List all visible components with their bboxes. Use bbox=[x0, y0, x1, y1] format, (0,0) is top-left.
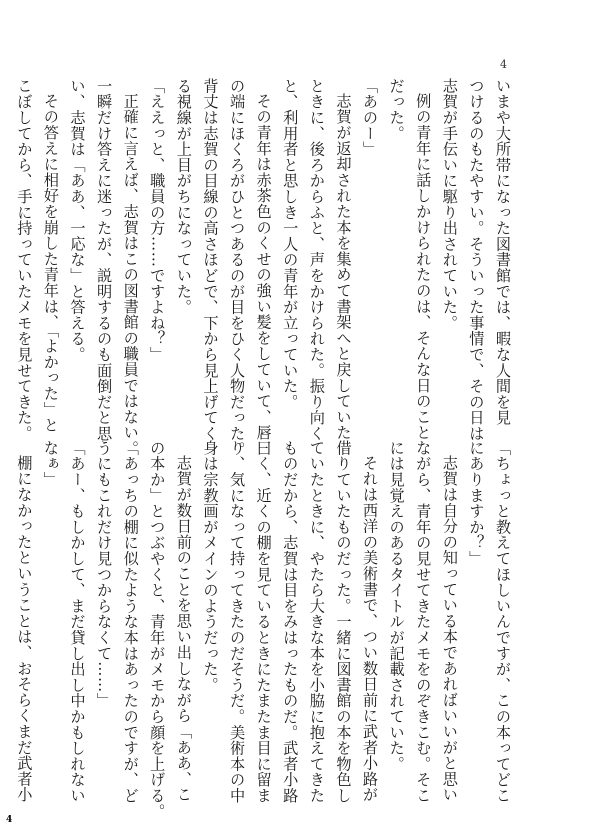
text-line: ものだから、志賀は目をみはったものだ。武者小路 bbox=[281, 440, 300, 804]
text-line: 正確に言えば、志賀はこの図書館の職員ではない。 bbox=[121, 93, 140, 457]
text-line: なぁ」 bbox=[41, 440, 60, 488]
text-line: その青年は赤茶色のくせの強い髪をしていて、唇 bbox=[254, 93, 273, 441]
text-line: 身は宗教画がメインのようだった。 bbox=[201, 440, 220, 693]
text-line: と、利用者と思しき一人の青年が立っていた。 bbox=[281, 78, 300, 410]
text-line: ときに、後ろからふと、声をかけられた。振り向く bbox=[307, 78, 326, 442]
text-line: その答えに相好を崩した青年は、「よかった」と bbox=[41, 93, 60, 434]
text-line: 「あー、もしかして、まだ貸し出し中かもしれない bbox=[68, 440, 87, 804]
text-line: の本か」とつぶやくと、青年がメモから顔を上げる。 bbox=[148, 440, 167, 820]
text-line: 「ちょっと教えてほしいんですが、この本ってどこ bbox=[494, 440, 512, 804]
text-line: り、気になって持ってきたのだそうだ。美術本の中 bbox=[228, 440, 247, 804]
text-line: 志賀が返却された本を集めて書架へと戻していた bbox=[334, 93, 353, 441]
text-line: る視線が上目がちになっていた。 bbox=[174, 78, 193, 315]
text-line: 棚になかったということは、おそらくまだ武者小 bbox=[15, 455, 34, 803]
text-line: 曰く、近くの棚を見ているときにたまたま目に留ま bbox=[254, 440, 273, 804]
text-line: の端にほくろがひとつあるのが目をひく人物だった。 bbox=[228, 78, 247, 458]
text-line: には見覚えのあるタイトルが記載されていた。 bbox=[387, 440, 406, 772]
text-line: ながら、青年の見せてきたメモをのぞきこむ。そこ bbox=[414, 440, 433, 804]
text-line: にありますか？」 bbox=[467, 440, 486, 567]
text-line: 志賀が手伝いに駆り出されていた。 bbox=[440, 78, 459, 331]
text-line: 例の青年に話しかけられたのは、そんな日のこと bbox=[414, 93, 433, 441]
text-line: ていたときに、やたら大きな本を小脇に抱えてきた bbox=[307, 440, 326, 804]
page-number-bottom: 4 bbox=[6, 815, 13, 825]
text-line: 借りていたものだった。一緒に図書館の本を物色し bbox=[334, 440, 353, 804]
text-line: こぼしてから、手に持っていたメモを見せてきた。 bbox=[15, 78, 34, 442]
text-line: だった。 bbox=[387, 78, 406, 142]
text-block-top bbox=[11, 78, 516, 458]
text-line: 一瞬だけ答えに迷ったが、説明するのも面倒だと思 bbox=[95, 78, 114, 442]
text-line: い、志賀は「ああ、一応な」と答える。 bbox=[68, 78, 87, 363]
text-line: 「あのー」 bbox=[361, 78, 380, 157]
text-line: 背丈は志賀の目線の高さほどで、下から見上げてく bbox=[201, 78, 220, 442]
text-line: つけるのもたやすい。そういった事情で、その日は bbox=[467, 78, 486, 442]
text-line: それは西洋の美術書で、つい数日前に武者小路が bbox=[361, 455, 380, 803]
text-line: 「あっちの棚に似たような本はあったのですが、ど bbox=[121, 440, 140, 804]
text-line: 志賀は自分の知っている本であればいいがと思い bbox=[440, 455, 459, 803]
text-line: 「ええっと、職員の方……ですよね？」 bbox=[148, 78, 167, 363]
page-number-top: 4 bbox=[500, 58, 507, 71]
text-block-bottom bbox=[11, 440, 516, 820]
text-line: 志賀が数日前のことを思い出しながら「ああ、こ bbox=[174, 455, 193, 803]
text-line: いまや大所帯になった図書館では、暇な人間を見 bbox=[494, 78, 512, 426]
text-line: うにもこれだけ見つからなくて……」 bbox=[95, 440, 114, 709]
